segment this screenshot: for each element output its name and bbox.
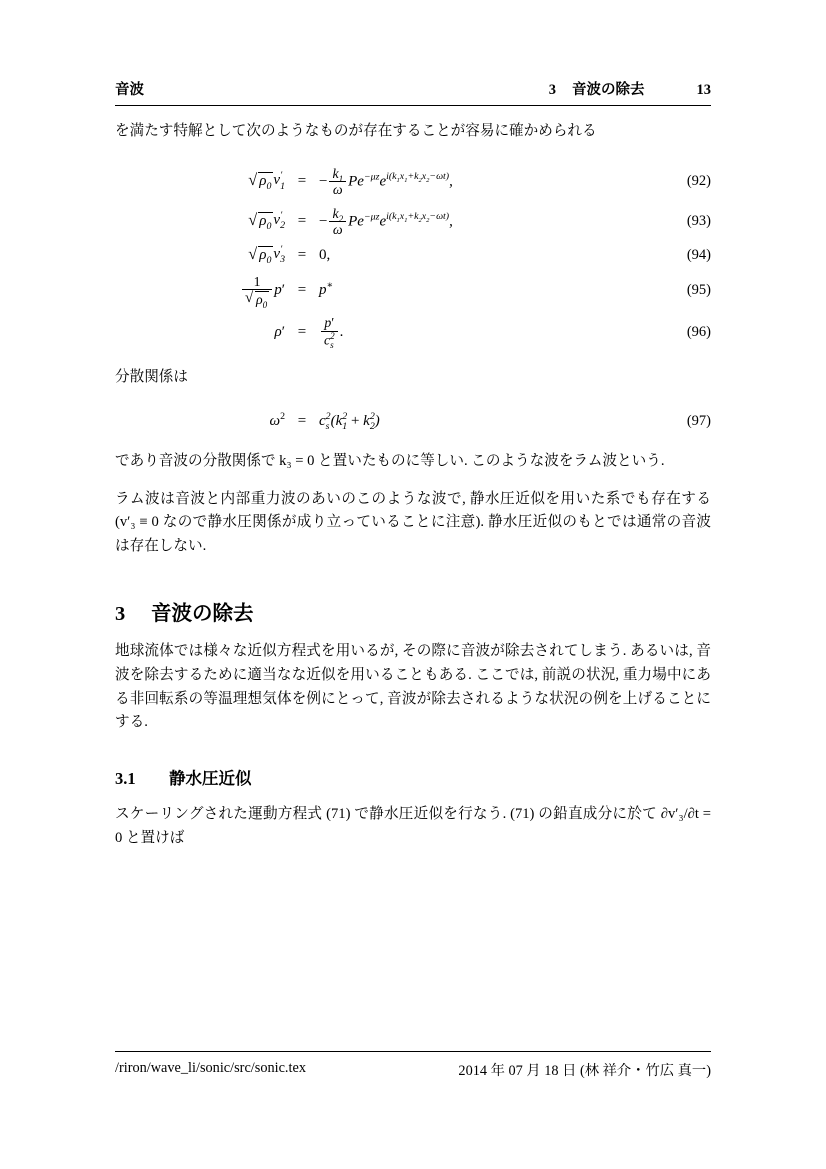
section-heading-number: 3 — [115, 603, 126, 626]
equation-tag: (97) — [686, 413, 711, 430]
equation-group-97 — [115, 408, 711, 436]
subsection-heading-number: 3.1 — [115, 769, 136, 789]
section-heading-title: 音波の除去 — [151, 603, 254, 626]
page-footer — [115, 1051, 711, 1080]
equation-row-97: $\omega^2$ = c 2 s (k 2 1 + k 2 2 ) (97) — [115, 408, 711, 436]
equation-row-95: 1 √ $\rho_0$ p′ = p∗ (95) — [115, 270, 711, 311]
section3-paragraph: 地球流体では様々な近似方程式を用いるが, その際に音波が除去されてしまう. あるいは, 音波を除去するために適当なな近似を用いることもある. ここでは, 前説の状況, 重力場中にある非回転系の等温理想気体を例にとって, 音波が除去されるような状況の例を上げることにする. — [115, 643, 711, 731]
footer-file-path: /riron/wave_li/sonic/src/sonic.tex — [115, 1060, 306, 1076]
running-head-right — [549, 78, 711, 99]
equation-tag: (95) — [686, 281, 711, 298]
running-head-left: 音波 — [115, 82, 144, 98]
subsection-heading-title: 静水圧近似 — [169, 769, 252, 789]
equation-tag: (92) — [686, 173, 711, 190]
equation-row-96: ρ′ = p′ c 2 s . (96) — [115, 311, 711, 354]
section-heading-3 — [115, 596, 711, 626]
section31-paragraph: スケーリングされた運動方程式 (71) で静水圧近似を行なう. (71) の鉛直成分に於て ∂v′₃/∂t = 0 と置けば — [115, 806, 711, 846]
equation-row-94: √ $\rho_0$ v ′ 3 = 0, (94) — [115, 241, 711, 269]
equation-tag: (93) — [686, 212, 711, 229]
page-number: 13 — [696, 82, 711, 98]
equation-row-92: √ $\rho_0$ v ′ 1 = − $\frac{k_1}{\omega}$ $Pe^{-\mu z}e^{i(k_1x_1+k_2x_2-\omega t)}$, (92) — [115, 162, 711, 202]
running-head — [115, 78, 711, 106]
dispersion-after-paragraph: であり音波の分散関係で k₃ = 0 と置いたものに等しい. このような波をラム波という. — [115, 452, 665, 469]
lamb-wave-paragraph: ラム波は音波と内部重力波のあいのこのような波で, 静水圧近似を用いた系でも存在する (v′₃ ≡ 0 なので静水圧関係が成り立っていることに注意). 静水圧近似のもとでは通常の音波は存在しない. — [115, 490, 711, 554]
footer-date-authors: 2014 年 07 月 18 日 (林 祥介・竹広 真一) — [458, 1063, 711, 1079]
page-content — [115, 78, 711, 850]
subsection-heading-3-1 — [115, 765, 711, 789]
equation-tag: (96) — [686, 324, 711, 341]
equation-row-93: √ $\rho_0$ v ′ 2 = − $\frac{k_2}{\omega}$ $Pe^{-\mu z}e^{i(k_1x_1+k_2x_2-\omega t)}$, (93) — [115, 202, 711, 242]
dispersion-lead: 分散関係は — [115, 369, 188, 386]
running-head-section-title: 音波の除去 — [572, 82, 645, 98]
intro-paragraph: を満たす特解として次のようなものが存在することが容易に確かめられる — [115, 123, 597, 139]
equation-tag: (94) — [686, 246, 711, 263]
equation-group-92-96 — [115, 162, 711, 354]
running-head-section-number: 3 — [548, 82, 556, 98]
